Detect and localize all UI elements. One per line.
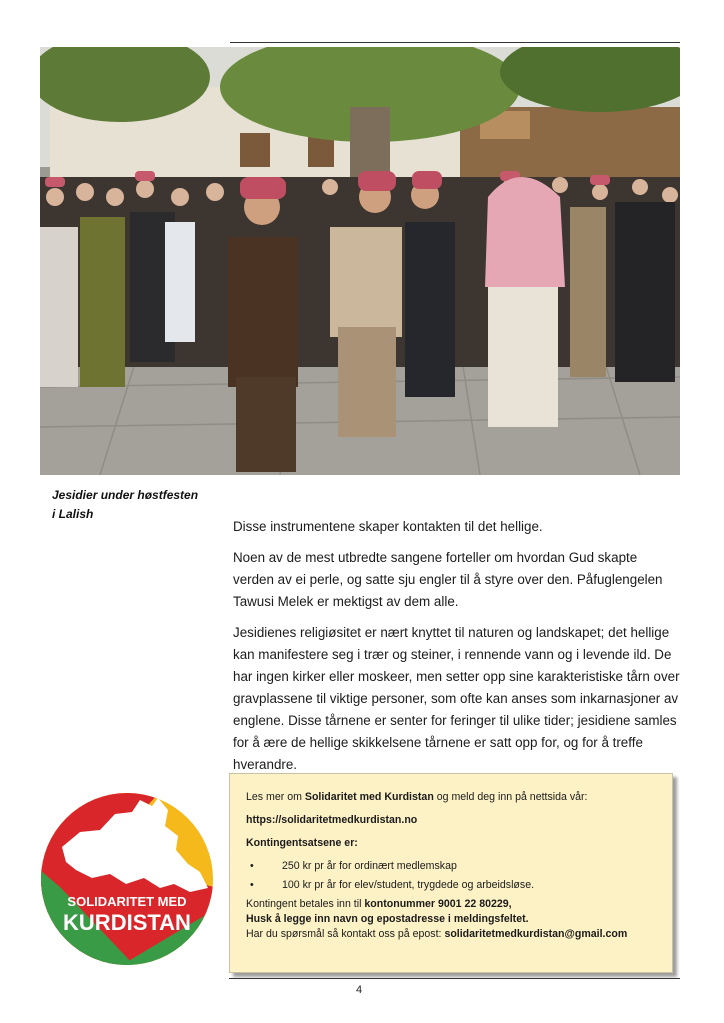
membership-infobox bbox=[229, 773, 673, 973]
contact-info: Har du spørsmål så kontakt oss på epost: solidaritetmedkurdistan@gmail.com bbox=[246, 928, 628, 940]
photo-caption bbox=[52, 486, 222, 524]
bullet-icon: • bbox=[250, 879, 254, 891]
rates-list bbox=[246, 859, 658, 893]
top-rule bbox=[230, 42, 680, 43]
account-number: kontonummer 9001 22 80229, bbox=[364, 898, 512, 910]
reminder-text: Husk å legge inn navn og epostadresse i meldingsfeltet. bbox=[246, 913, 529, 925]
caption-line-2: i Lalish bbox=[52, 507, 94, 521]
rate-item: • 100 kr pr år for elev/student, trygdede og arbeidsløse. bbox=[250, 879, 535, 891]
organization-name: Solidaritet med Kurdistan bbox=[304, 791, 434, 803]
article-body bbox=[233, 516, 681, 785]
website-link[interactable]: https://solidaritetmedkurdistan.no bbox=[246, 814, 418, 826]
rates-heading: Kontingentsatsene er: bbox=[246, 837, 358, 849]
page-number: 4 bbox=[356, 984, 363, 996]
bullet-icon: • bbox=[250, 860, 254, 872]
intro-text-end: og meld deg inn på nettsida vår: bbox=[433, 791, 588, 803]
infobox-intro bbox=[246, 790, 658, 805]
account-info: Kontingent betales inn til kontonummer 9001 22 80229, bbox=[246, 898, 512, 910]
festival-photo bbox=[40, 47, 680, 475]
contact-email-link[interactable]: solidaritetmedkurdistan@gmail.com bbox=[444, 928, 628, 940]
solidaritet-logo bbox=[40, 792, 214, 966]
rate-item: • 250 kr pr år for ordinært medlemskap bbox=[250, 860, 457, 872]
paragraph-3: Jesidienes religiøsitet er nært knyttet til naturen og landskapet; det hellige kan manifestere seg i trær og steiner, i rennende vann og i levende ild. De har ingen kirker eller moskeer, men setter opp sine karakteristiske tårn over gravplassene til viktige personer, som ofte kan anses som inkarnasjoner av englene. Disse tårnene er senter for feringer til ulike tider; jesidiene samles for å ære de hellige skikkelsene tårnene er satt opp for, og for å treffe hverandre. bbox=[233, 625, 680, 772]
logo-text-line-1: SOLIDARITET MED bbox=[67, 894, 187, 909]
bottom-rule bbox=[229, 978, 680, 979]
logo-text-line-2: KURDISTAN bbox=[63, 910, 191, 935]
paragraph-1: Disse instrumentene skaper kontakten til det hellige. bbox=[233, 519, 543, 534]
intro-text: Les mer om bbox=[246, 791, 305, 803]
caption-line-1: Jesidier under høstfesten bbox=[52, 488, 199, 502]
paragraph-2: Noen av de mest utbredte sangene forteller om hvordan Gud skapte verden av ei perle, og satte sju engler til å styre over den. Påfuglengelen Tawusi Melek er mektigst av dem alle. bbox=[233, 550, 663, 609]
